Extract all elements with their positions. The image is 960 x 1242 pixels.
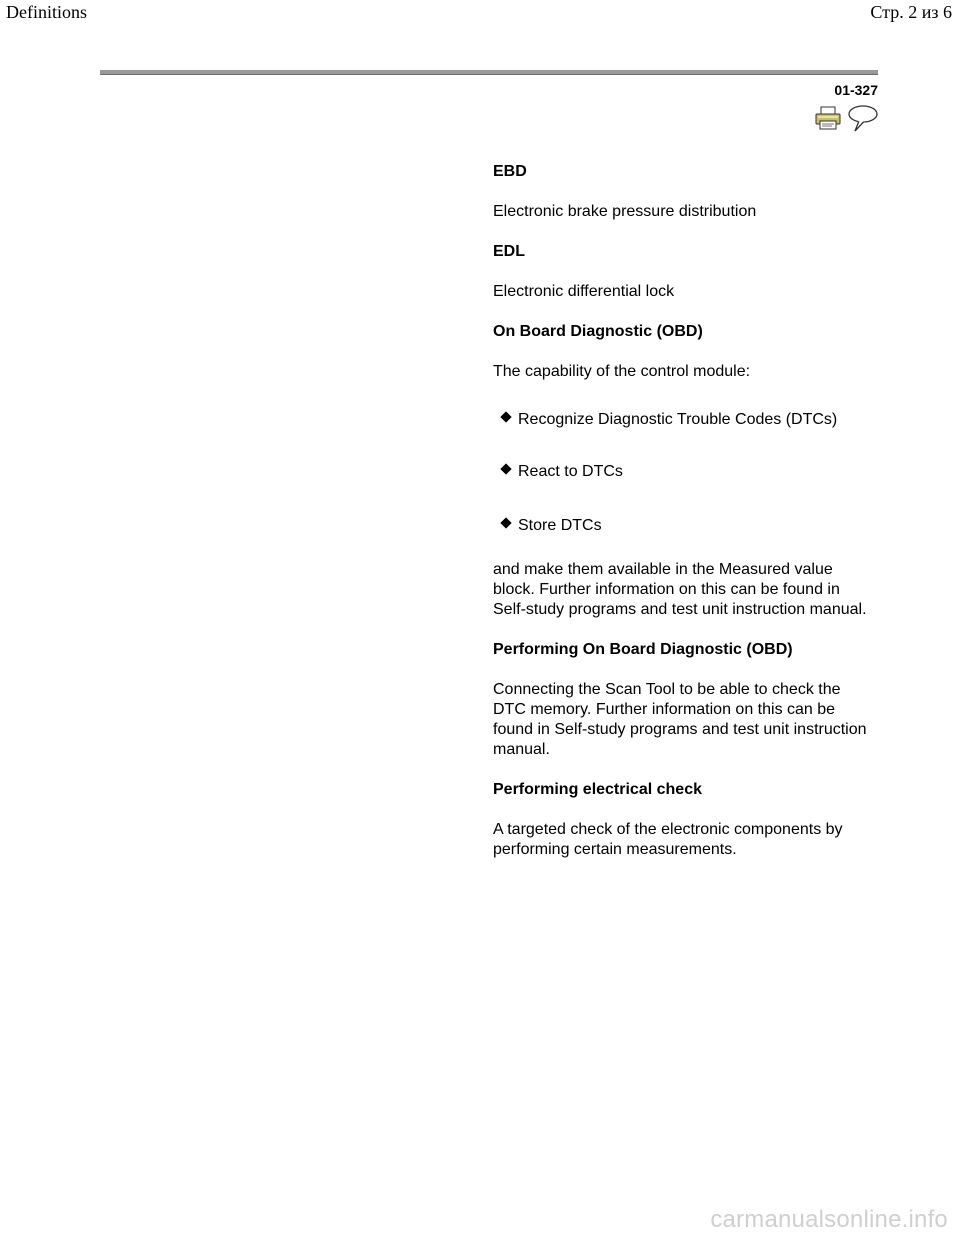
bullet-diamond-icon (500, 411, 511, 422)
header-rule (100, 70, 878, 75)
header-left-title: Definitions (6, 2, 87, 22)
list-item: Recognize Diagnostic Trouble Codes (DTCs) (493, 410, 873, 430)
header-page-indicator: Стр. 2 из 6 (870, 2, 952, 22)
ebd-description: Electronic brake pressure distribution (493, 203, 757, 220)
watermark: carmanualsonline.info (710, 1206, 948, 1233)
bullet-diamond-icon (500, 463, 511, 474)
performing-obd-description: Connecting the Scan Tool to be able to check the DTC memory. Further information on this can be found in Self-study programs and test unit instruction manual. (493, 681, 867, 758)
bullet-diamond-icon (500, 517, 511, 528)
obd-heading: On Board Diagnostic (OBD) (493, 323, 703, 340)
electrical-check-description: A targeted check of the electronic components by performing certain measurements. (493, 821, 843, 858)
obd-intro: The capability of the control module: (493, 363, 751, 380)
obd-description: and make them available in the Measured value block. Further information on this can be found in Self-study programs and test unit instruction manual. (493, 561, 867, 618)
electrical-check-heading: Performing electrical check (493, 781, 702, 798)
list-item: Store DTCs (493, 516, 873, 536)
ebd-heading: EBD (493, 163, 527, 180)
edl-heading: EDL (493, 243, 525, 260)
list-item: React to DTCs (493, 462, 873, 482)
printer-icon[interactable] (815, 106, 841, 130)
document-content (493, 162, 873, 860)
performing-obd-heading: Performing On Board Diagnostic (OBD) (493, 641, 793, 658)
page-code: 01-327 (834, 82, 878, 98)
edl-description: Electronic differential lock (493, 283, 675, 300)
speech-bubble-icon[interactable] (847, 104, 879, 132)
